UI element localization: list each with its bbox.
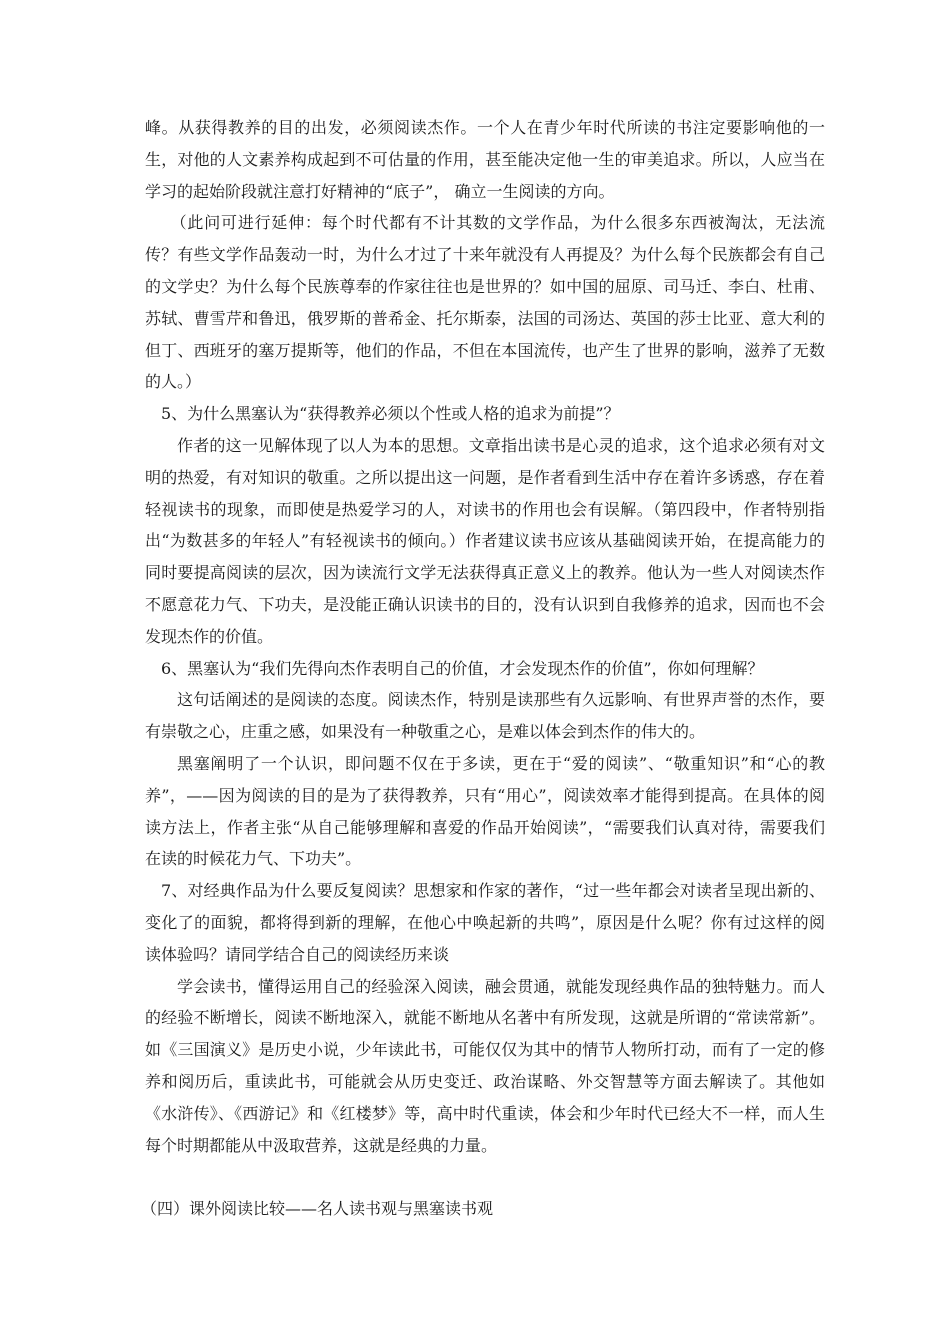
section-heading: （四）课外阅读比较——名人读书观与黑塞读书观 bbox=[141, 1199, 494, 1218]
answer-5: 作者的这一见解体现了以人为本的思想。文章指出读书是心灵的追求，这个追求必须有对文明的热爱，有对知识的敬重。之所以提出这一问题，是作者看到生活中存在着许多诱惑，存在着轻视读书的现象，而即使是热爱学习的人，对读书的作用也会有误解。（第四段中，作者特别指出“为数甚多的年轻人”有轻视读书的倾向。）作者建议读书应该从基础阅读开始，在提高能力的同时要提高阅读的层次，因为读流行文学无法获得真正意义上的教养。他认为一些人对阅读杰作不愿意花力气、下功夫，是没能正确认识读书的目的，没有认识到自我修养的追求，因而也不会发现杰作的价值。 bbox=[145, 435, 825, 646]
paragraph-extension-note: （此问可进行延伸：每个时代都有不计其数的文学作品，为什么很多东西被淘汰，无法流传？有些文学作品轰动一时，为什么才过了十来年就没有人再提及？为什么每个民族都会有自己的文学史？为什么每个民族尊奉的作家往往也是世界的？如中国的屈原、司马迁、李白、杜甫、苏轼、曹雪芹和鲁迅，俄罗斯的普希金、托尔斯泰，法国的司汤达、英国的莎士比亚、意大利的但丁、西班牙的塞万提斯等，他们的作品，不但在本国流传，也产生了世界的影响，滋养了无数的人。） bbox=[145, 213, 825, 392]
answer-6-part-2: 黑塞阐明了一个认识，即问题不仅在于多读，更在于“爱的阅读”、“敬重知识”和“心的教养”，——因为阅读的目的是为了获得教养，只有“用心”，阅读效率才能得到提高。在具体的阅读方法上，作者主张“从自己能够理解和喜爱的作品开始阅读”，“需要我们认真对待，需要我们在读的时候花力气、下功夫”。 bbox=[145, 753, 825, 869]
question-5: 5、为什么黑塞认为“获得教养必须以个性或人格的追求为前提”？ bbox=[161, 404, 620, 424]
answer-7: 学会读书，懂得运用自己的经验深入阅读，融会贯通，就能发现经典作品的独特魅力。而人的经验不断增长，阅读不断地深入，就能不断地从名著中有所发现，这就是所谓的“常读常新”。 如《三国演义》是历史小说，少年读此书，可能仅仅为其中的情节人物所打动，而有了一定的修养和阅历后，重读此书，可能就会从历史变迁、政治谋略、外交智慧等方面去解读了。其他如《水浒传》、《西游记》和《红楼梦》等，高中时代重读，体会和少年时代已经大不一样，而人生每个时期都能从中汲取营养，这就是经典的力量。 bbox=[145, 976, 825, 1155]
question-7: 7、对经典作品为什么要反复阅读？思想家和作家的著作，“过一些年都会对读者呈现出新的、变化了的面貌，都将得到新的理解，在他心中唤起新的共鸣”，原因是什么呢？你有过这样的阅读体验吗？请同学结合自己的阅读经历来谈 bbox=[145, 881, 825, 964]
question-6: 6、黑塞认为“我们先得向杰作表明自己的价值，才会发现杰作的价值”，你如何理解？ bbox=[161, 658, 764, 678]
paragraph-continuation: 峰。从获得教养的目的出发，必须阅读杰作。一个人在青少年时代所读的书注定要影响他的一生，对他的人文素养构成起到不可估量的作用，甚至能决定他一生的审美追求。所以，人应当在学习的起始阶段就注意打好精神的“底子”， 确立一生阅读的方向。 bbox=[145, 118, 825, 201]
document-body bbox=[145, 112, 825, 1161]
answer-6-part-1: 这句话阐述的是阅读的态度。阅读杰作，特别是读那些有久远影响、有世界声誉的杰作，要有崇敬之心，庄重之感，如果没有一种敬重之心，是难以体会到杰作的伟大的。 bbox=[145, 690, 825, 742]
